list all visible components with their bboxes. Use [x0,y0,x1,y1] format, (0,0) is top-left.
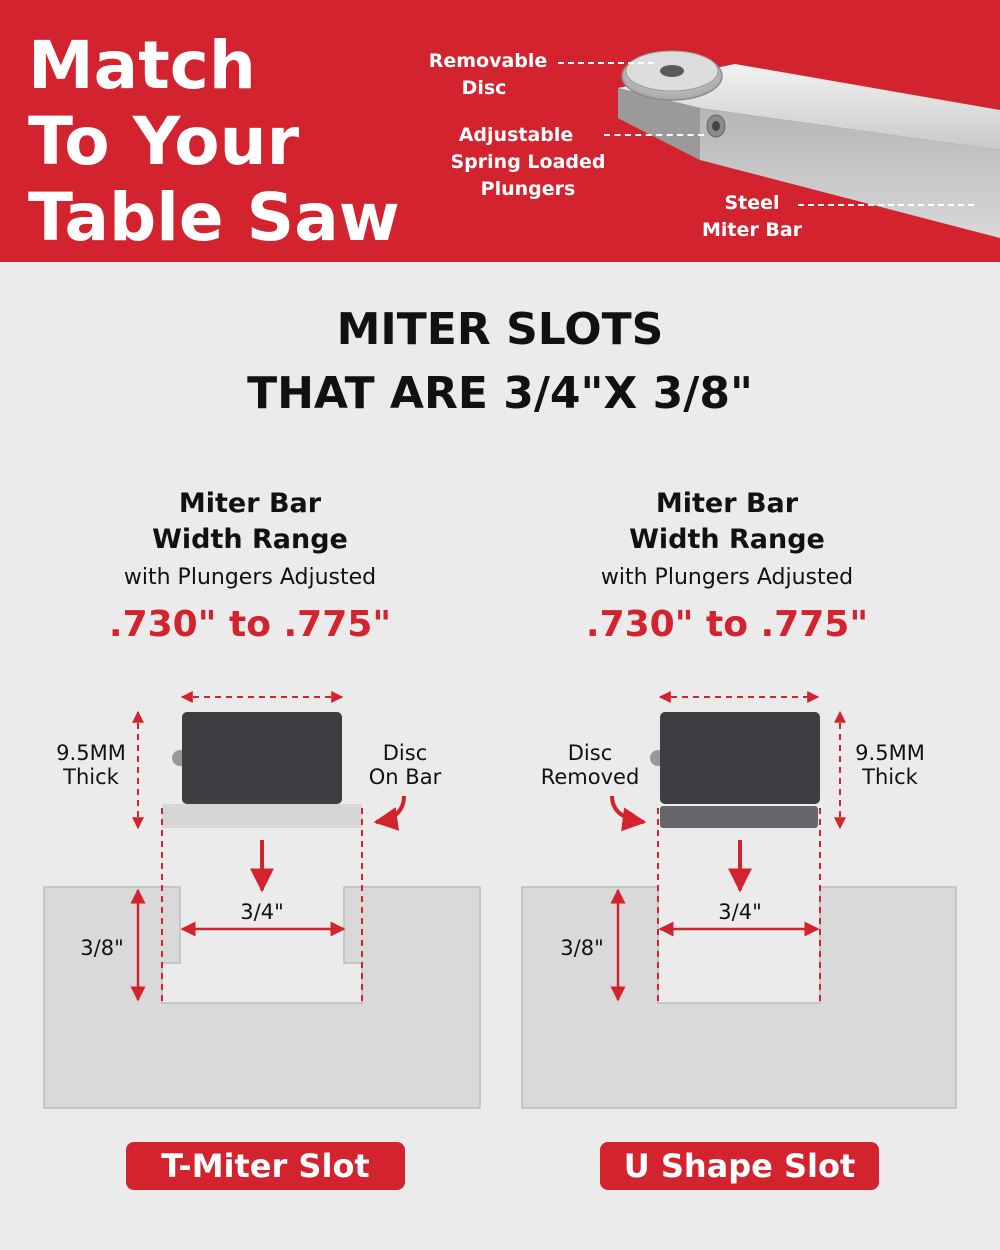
thickness-label-line-2: Thick [862,765,918,789]
main-title-line-1: MITER SLOTS [336,304,664,355]
callout-disc-line-1: Removable [428,50,548,72]
disc-label [360,741,450,789]
thickness-label-line-2: Thick [63,765,119,789]
slot-depth-label: 3/8" [80,936,124,960]
slot-width-label: 3/4" [718,900,762,924]
disc-label-line-2: On Bar [368,765,442,789]
spec-subheading: with Plungers Adjusted [123,565,377,590]
main-title-line-2: THAT ARE 3/4"X 3/8" [247,368,753,419]
width-range-value: .730" to .775" [108,604,392,645]
spec-heading-line-2: Width Range [629,524,825,555]
headline-line-3: Table Saw [28,179,400,256]
headline-line-2: To Your [28,103,300,180]
callout-bar-line-1: Steel [724,192,780,214]
spec-subheading: with Plungers Adjusted [600,565,854,590]
u-shape-slot-badge: U Shape Slot [600,1142,879,1190]
callout-disc-line-2: Disc [461,77,507,99]
disc-label-line-1: Disc [382,741,428,765]
disc-label-line-1: Disc [567,741,613,765]
thickness-label-line-1: 9.5MM [855,741,925,765]
disc-label-line-2: Removed [540,765,640,789]
width-range-value: .730" to .775" [585,604,869,645]
callout-bar-line-2: Miter Bar [701,219,803,241]
thickness-label-line-1: 9.5MM [56,741,126,765]
callout-plungers-line-2: Spring Loaded [450,151,606,173]
callout-plungers-line-3: Plungers [480,178,576,200]
disc-label [530,741,650,789]
spec-heading-line-1: Miter Bar [655,488,799,519]
slot-width-label: 3/4" [240,900,284,924]
callout-plungers-line-1: Adjustable [458,124,574,146]
thickness-label [50,741,132,789]
spec-heading-line-2: Width Range [152,524,348,555]
thickness-label [848,741,932,789]
spec-heading-line-1: Miter Bar [178,488,322,519]
slot-depth-label: 3/8" [560,936,604,960]
t-miter-slot-badge: T-Miter Slot [126,1142,405,1190]
headline-line-1: Match [28,27,256,104]
